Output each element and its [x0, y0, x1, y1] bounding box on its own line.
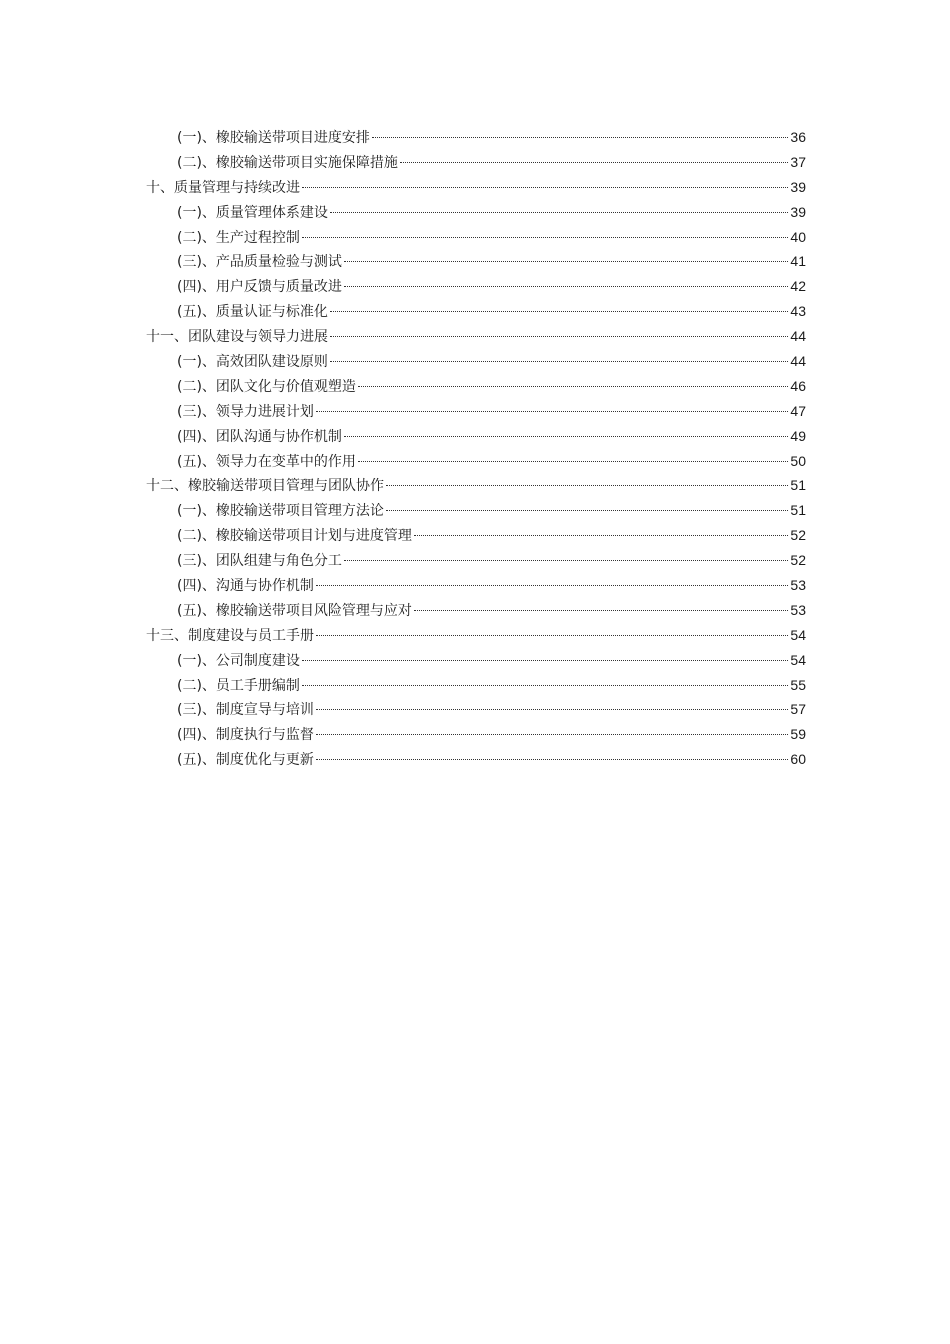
- toc-entry-title: (三)、领导力进展计划: [177, 403, 314, 420]
- toc-entry[interactable]: [146, 648, 806, 673]
- toc-entry-title: (一)、橡胶输送带项目进度安排: [177, 130, 370, 146]
- toc-entry-page-number: 59: [790, 726, 806, 743]
- toc-entry-title: (一)、公司制度建设: [177, 652, 300, 669]
- toc-entry-title: (一)、橡胶输送带项目管理方法论: [177, 503, 384, 520]
- toc-entry[interactable]: [146, 374, 806, 399]
- toc-entry-page-number: 44: [790, 353, 806, 370]
- toc-dot-leader: [330, 311, 788, 312]
- toc-dot-leader: [330, 336, 788, 337]
- toc-entry-title: (五)、质量认证与标准化: [177, 304, 328, 321]
- toc-entry-page-number: 52: [790, 552, 806, 569]
- toc-entry-title: (四)、团队沟通与协作机制: [177, 428, 342, 445]
- toc-dot-leader: [302, 187, 788, 188]
- toc-entry[interactable]: [146, 424, 806, 449]
- toc-entry-page-number: 49: [790, 427, 806, 444]
- toc-entry-title: (二)、员工手册编制: [177, 677, 300, 694]
- toc-entry[interactable]: [146, 225, 806, 250]
- toc-dot-leader: [316, 635, 788, 636]
- toc-entry[interactable]: [146, 722, 806, 747]
- toc-dot-leader: [316, 709, 788, 710]
- toc-dot-leader: [302, 660, 788, 661]
- toc-entry[interactable]: [146, 623, 806, 648]
- toc-dot-leader: [414, 610, 788, 611]
- toc-dot-leader: [316, 411, 788, 412]
- toc-entry-title: (四)、制度执行与监督: [177, 727, 314, 744]
- toc-entry-title: (二)、橡胶输送带项目计划与进度管理: [177, 528, 412, 545]
- toc-dot-leader: [386, 510, 788, 511]
- toc-entry-title: (二)、生产过程控制: [177, 229, 300, 246]
- toc-entry-title: (四)、沟通与协作机制: [177, 578, 314, 595]
- toc-dot-leader: [344, 286, 788, 287]
- toc-dot-leader: [316, 734, 788, 735]
- toc-entry[interactable]: [146, 299, 806, 324]
- toc-entry-page-number: 42: [790, 278, 806, 295]
- toc-entry-title: (五)、制度优化与更新: [177, 752, 314, 769]
- toc-dot-leader: [386, 485, 788, 486]
- toc-entry-title: (三)、团队组建与角色分工: [177, 553, 342, 570]
- toc-entry[interactable]: [146, 473, 806, 498]
- toc-entry[interactable]: [146, 573, 806, 598]
- toc-entry[interactable]: [146, 449, 806, 474]
- toc-entry-page-number: 52: [790, 527, 806, 544]
- toc-dot-leader: [372, 137, 788, 138]
- toc-entry-page-number: 54: [790, 626, 806, 643]
- toc-entry-title: (五)、橡胶输送带项目风险管理与应对: [177, 602, 412, 619]
- toc-dot-leader: [302, 237, 788, 238]
- toc-entry[interactable]: [146, 150, 806, 175]
- toc-entry-page-number: 44: [790, 328, 806, 345]
- toc-entry[interactable]: [146, 399, 806, 424]
- toc-entry-page-number: 54: [790, 651, 806, 668]
- toc-entry-page-number: 51: [790, 477, 806, 494]
- toc-entry-page-number: 46: [790, 377, 806, 394]
- toc-entry[interactable]: [146, 349, 806, 374]
- toc-dot-leader: [330, 212, 788, 213]
- toc-entry[interactable]: [146, 498, 806, 523]
- toc-entry[interactable]: [146, 747, 806, 772]
- toc-entry-title: 十三、制度建设与员工手册: [146, 627, 314, 644]
- toc-entry[interactable]: [146, 523, 806, 548]
- toc-entry-page-number: 39: [790, 203, 806, 220]
- toc-entry-page-number: 39: [790, 178, 806, 195]
- toc-dot-leader: [414, 535, 788, 536]
- toc-dot-leader: [302, 685, 788, 686]
- toc-dot-leader: [358, 386, 788, 387]
- toc-entry[interactable]: [146, 697, 806, 722]
- toc-entry-page-number: 41: [790, 253, 806, 270]
- toc-entry[interactable]: [146, 673, 806, 698]
- toc-entry-page-number: 50: [790, 452, 806, 469]
- toc-entry-page-number: 53: [790, 577, 806, 594]
- toc-entry-title: (五)、领导力在变革中的作用: [177, 453, 356, 470]
- toc-entry-page-number: 43: [790, 303, 806, 320]
- toc-entry-title: (二)、团队文化与价值观塑造: [177, 378, 356, 395]
- toc-entry[interactable]: [146, 598, 806, 623]
- toc-entry-title: (一)、质量管理体系建设: [177, 204, 328, 221]
- toc-entry-page-number: 53: [790, 601, 806, 618]
- toc-entry-title: 十、质量管理与持续改进: [146, 179, 300, 196]
- toc-entry-title: (三)、产品质量检验与测试: [177, 254, 342, 271]
- toc-entry-page-number: 40: [790, 228, 806, 245]
- toc-entry[interactable]: [146, 200, 806, 225]
- toc-entry-title: (三)、制度宣导与培训: [177, 702, 314, 719]
- toc-entry[interactable]: [146, 324, 806, 349]
- toc-entry-page-number: 47: [790, 402, 806, 419]
- toc-entry-title: 十二、橡胶输送带项目管理与团队协作: [146, 478, 384, 495]
- toc-entry[interactable]: [146, 274, 806, 299]
- toc-entry-title: (一)、高效团队建设原则: [177, 354, 328, 371]
- toc-dot-leader: [344, 261, 788, 262]
- toc-entry[interactable]: [146, 125, 806, 150]
- toc-entry-page-number: 37: [790, 153, 806, 170]
- toc-dot-leader: [316, 759, 788, 760]
- toc-dot-leader: [344, 436, 788, 437]
- toc-entry-page-number: 55: [790, 676, 806, 693]
- toc-dot-leader: [358, 461, 788, 462]
- toc-entry-title: (二)、橡胶输送带项目实施保障措施: [177, 154, 398, 171]
- toc-entry-title: (四)、用户反馈与质量改进: [177, 279, 342, 296]
- toc-entry-page-number: 36: [790, 129, 806, 145]
- toc-dot-leader: [316, 585, 788, 586]
- toc-entry-page-number: 60: [790, 751, 806, 768]
- toc-dot-leader: [344, 560, 788, 561]
- toc-entry[interactable]: [146, 249, 806, 274]
- toc-entry[interactable]: [146, 548, 806, 573]
- toc-entry-page-number: 57: [790, 701, 806, 718]
- toc-dot-leader: [330, 361, 788, 362]
- table-of-contents: [146, 125, 806, 772]
- toc-entry[interactable]: [146, 175, 806, 200]
- toc-dot-leader: [400, 162, 788, 163]
- toc-entry-page-number: 51: [790, 502, 806, 519]
- toc-entry-title: 十一、团队建设与领导力进展: [146, 329, 328, 346]
